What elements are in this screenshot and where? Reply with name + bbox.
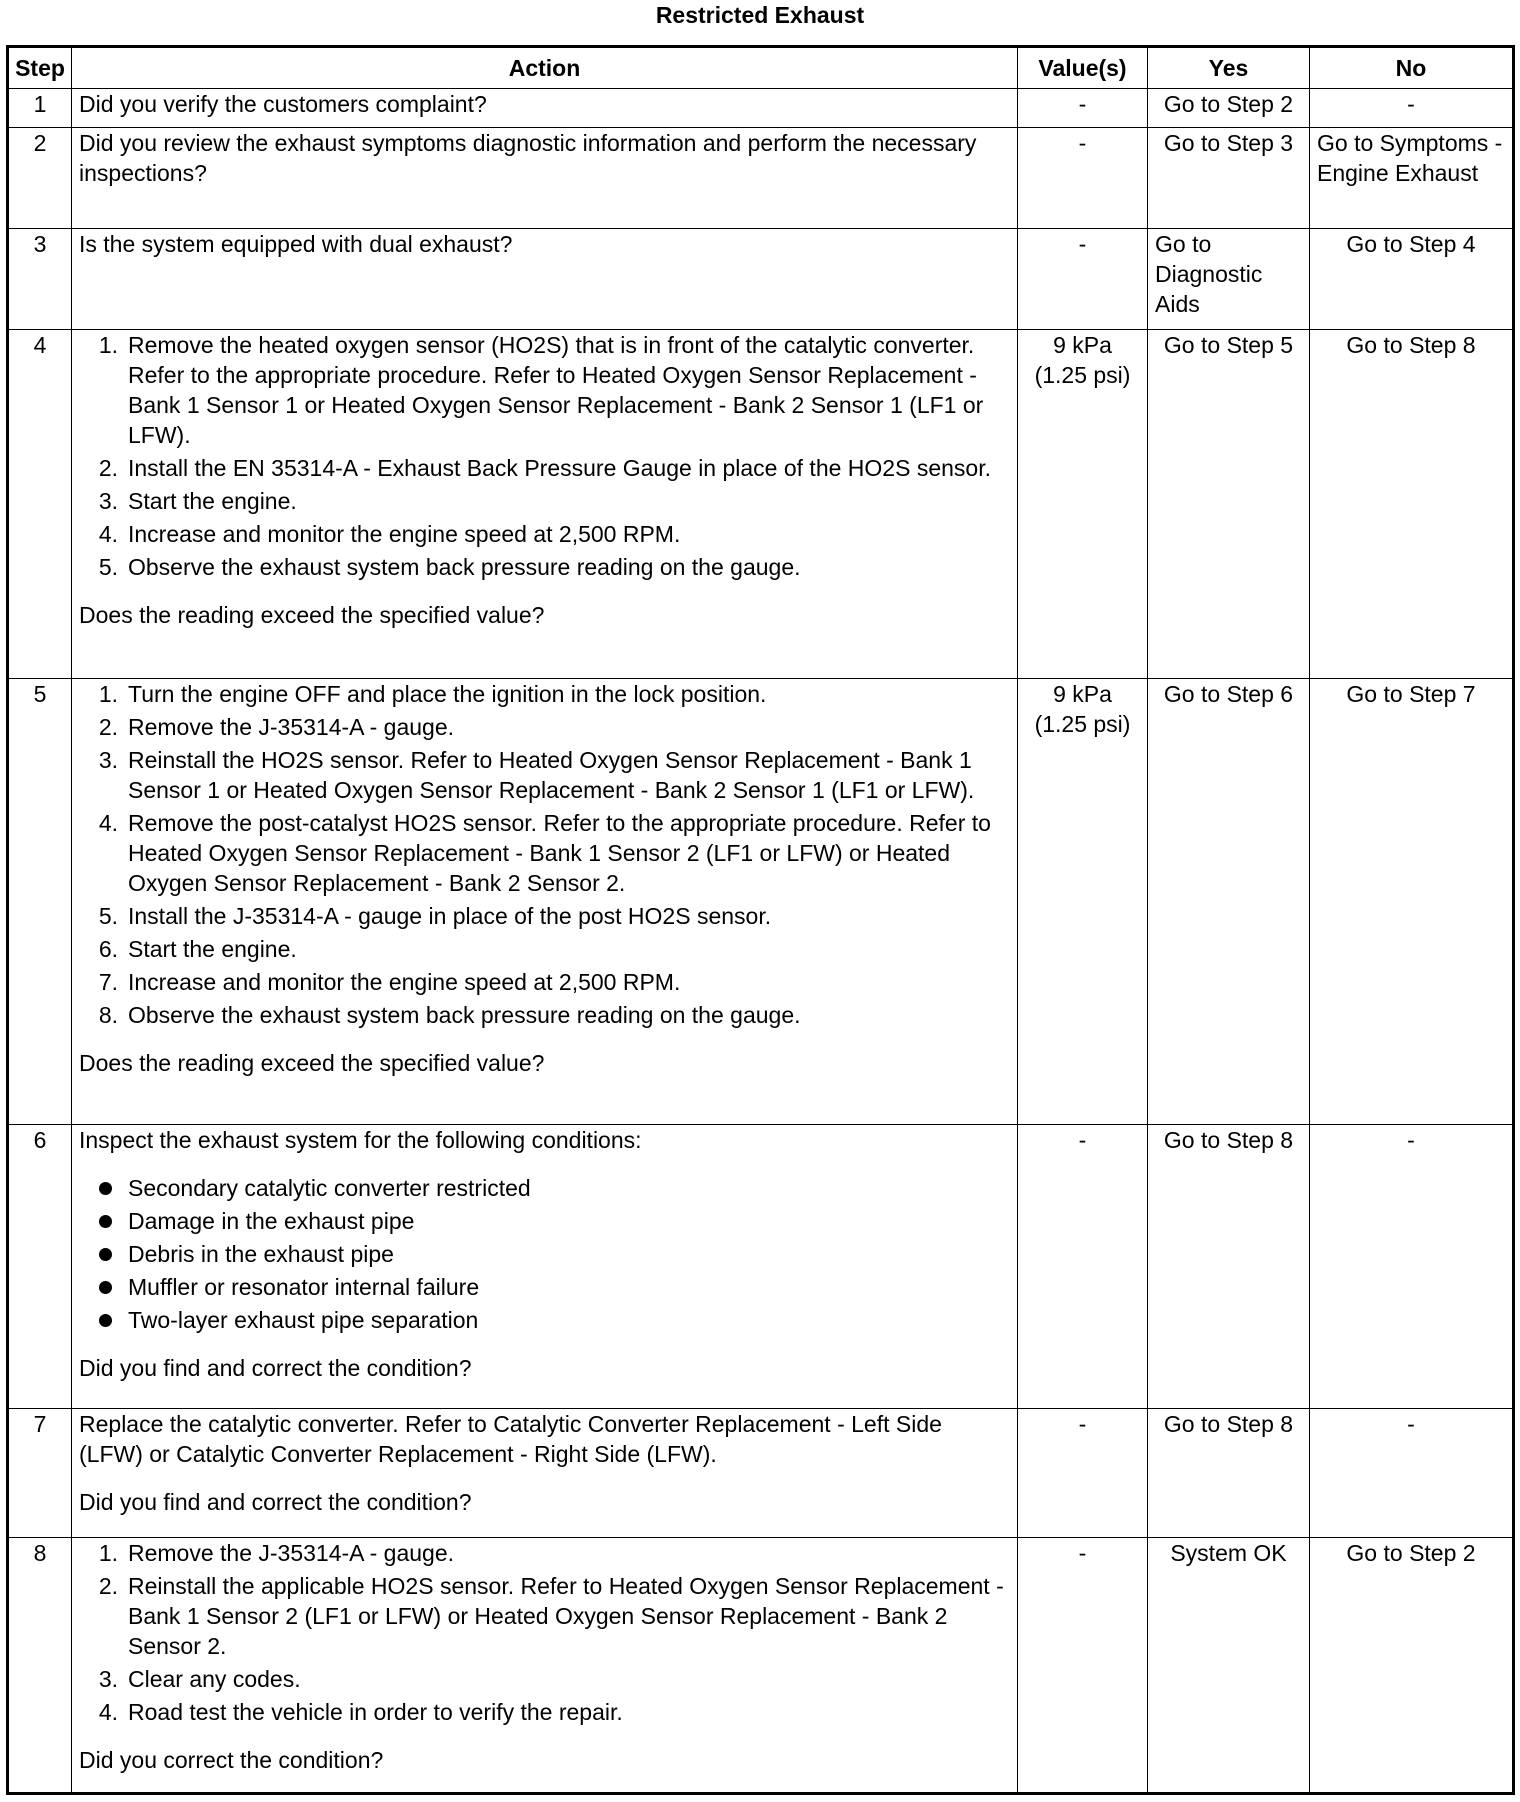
action-cell <box>72 1409 1018 1538</box>
list-item: 3. Clear any codes. <box>98 1666 301 1692</box>
yes-cell: Go to Step 3 <box>1148 128 1310 229</box>
step-number: 6 <box>8 1125 72 1409</box>
action-cell <box>72 229 1018 330</box>
page-title: Restricted Exhaust <box>655 2 865 28</box>
no-cell: - <box>1310 1125 1514 1409</box>
list-item: 2. Reinstall the applicable HO2S sensor. Refer to Heated Oxygen Sensor Replacement - Bank 1 Sensor 2 (LF1 or LFW) or Heated Oxygen Sensor Replacement - Bank 2 Sensor 2. <box>98 1573 1004 1659</box>
step-number: 7 <box>8 1409 72 1538</box>
procedure-list <box>79 330 1010 582</box>
bullet-icon <box>99 1281 112 1294</box>
value-cell: - <box>1018 128 1148 229</box>
bullet-icon <box>99 1314 112 1327</box>
action-question: Does the reading exceed the specified value? <box>79 602 545 628</box>
action-question: Did you find and correct the condition? <box>79 1355 472 1381</box>
step-number: 4 <box>8 330 72 679</box>
bullet-icon <box>99 1215 112 1228</box>
no-cell: Go to Step 7 <box>1310 679 1514 1125</box>
action-intro: Inspect the exhaust system for the following conditions: <box>79 1127 642 1153</box>
list-item: Damage in the exhaust pipe <box>79 1206 1010 1236</box>
list-item: 8. Observe the exhaust system back pressure reading on the gauge. <box>98 1002 801 1028</box>
list-item: Debris in the exhaust pipe <box>79 1239 1010 1269</box>
list-item: 1. Remove the J-35314-A - gauge. <box>98 1540 455 1566</box>
value-cell: - <box>1018 229 1148 330</box>
table-row <box>8 1409 1514 1538</box>
table-row <box>8 229 1514 330</box>
header-no: No <box>1310 47 1514 89</box>
step-number: 1 <box>8 89 72 128</box>
action-cell <box>72 679 1018 1125</box>
value-cell: - <box>1018 89 1148 128</box>
value-psi: (1.25 psi) <box>1034 362 1131 388</box>
header-row <box>8 47 1514 89</box>
value-cell: - <box>1018 1125 1148 1409</box>
no-cell: - <box>1310 1409 1514 1538</box>
no-cell: Go to Step 2 <box>1310 1538 1514 1794</box>
list-item: 5. Install the J-35314-A - gauge in place of the post HO2S sensor. <box>98 903 772 929</box>
action-question: Does the reading exceed the specified value? <box>79 1050 545 1076</box>
action-question: Did you find and correct the condition? <box>79 1489 472 1515</box>
yes-cell: Go to Diagnostic Aids <box>1148 229 1310 330</box>
value-psi: (1.25 psi) <box>1034 711 1131 737</box>
bullet-icon <box>99 1182 112 1195</box>
value-kpa: 9 kPa <box>1053 332 1112 358</box>
no-cell: Go to Symptoms - Engine Exhaust <box>1310 128 1514 229</box>
table-row <box>8 128 1514 229</box>
yes-cell: Go to Step 8 <box>1148 1125 1310 1409</box>
list-item: 5. Observe the exhaust system back pressure reading on the gauge. <box>98 554 801 580</box>
list-item: 1. Turn the engine OFF and place the ignition in the lock position. <box>98 681 767 707</box>
action-cell <box>72 89 1018 128</box>
step-number: 8 <box>8 1538 72 1794</box>
table-row <box>8 1125 1514 1409</box>
list-item: 4. Road test the vehicle in order to verify the repair. <box>98 1699 623 1725</box>
list-item: 1. Remove the heated oxygen sensor (HO2S) that is in front of the catalytic converter. Refer to the appropriate procedure. Refer to Heated Oxygen Sensor Replacement - Bank 1 Sensor 1 or Heated Oxygen Sensor Replacement - Bank 2 Sensor 1 (LF1 or LFW). <box>98 332 984 448</box>
header-values: Value(s) <box>1018 47 1148 89</box>
no-cell: - <box>1310 89 1514 128</box>
condition-list <box>79 1173 1010 1335</box>
action-cell <box>72 1125 1018 1409</box>
yes-cell: System OK <box>1148 1538 1310 1794</box>
action-question: Did you review the exhaust symptoms diagnostic information and perform the necessary inspections? <box>79 130 977 186</box>
yes-cell: Go to Step 6 <box>1148 679 1310 1125</box>
table-row <box>8 330 1514 679</box>
step-number: 5 <box>8 679 72 1125</box>
no-cell: Go to Step 8 <box>1310 330 1514 679</box>
table-row <box>8 89 1514 128</box>
value-cell: - <box>1018 1538 1148 1794</box>
no-cell: Go to Step 4 <box>1310 229 1514 330</box>
header-yes: Yes <box>1148 47 1310 89</box>
yes-cell: Go to Step 2 <box>1148 89 1310 128</box>
action-question: Did you correct the condition? <box>79 1747 384 1773</box>
yes-cell: Go to Step 5 <box>1148 330 1310 679</box>
header-step: Step <box>8 47 72 89</box>
value-cell <box>1018 330 1148 679</box>
value-cell <box>1018 679 1148 1125</box>
procedure-list <box>79 679 1010 1030</box>
step-number: 3 <box>8 229 72 330</box>
action-intro: Replace the catalytic converter. Refer to Catalytic Converter Replacement - Left Side (LFW) or Catalytic Converter Replacement - Right Side (LFW). <box>79 1411 942 1467</box>
procedure-list <box>79 1538 1010 1727</box>
list-item: 3. Start the engine. <box>98 488 297 514</box>
table-row <box>8 1538 1514 1794</box>
step-number: 2 <box>8 128 72 229</box>
list-item: Secondary catalytic converter restricted <box>79 1173 1010 1203</box>
bullet-icon <box>99 1248 112 1261</box>
list-item: 4. Increase and monitor the engine speed at 2,500 RPM. <box>98 521 681 547</box>
action-cell <box>72 330 1018 679</box>
diagnostic-table <box>6 45 1515 1795</box>
list-item: 2. Remove the J-35314-A - gauge. <box>98 714 455 740</box>
list-item: 3. Reinstall the HO2S sensor. Refer to Heated Oxygen Sensor Replacement - Bank 1 Sensor 1 or Heated Oxygen Sensor Replacement - Bank 2 Sensor 1 (LF1 or LFW). <box>98 747 975 803</box>
list-item: 6. Start the engine. <box>98 936 297 962</box>
value-kpa: 9 kPa <box>1053 681 1112 707</box>
action-question: Did you verify the customers complaint? <box>79 91 487 117</box>
list-item: Muffler or resonator internal failure <box>79 1272 1010 1302</box>
action-question: Is the system equipped with dual exhaust? <box>79 231 513 257</box>
value-cell: - <box>1018 1409 1148 1538</box>
list-item: 4. Remove the post-catalyst HO2S sensor. Refer to the appropriate procedure. Refer to Heated Oxygen Sensor Replacement - Bank 1 Sensor 2 (LF1 or LFW) or Heated Oxygen Sensor Replacement - Bank 2 Sensor 2. <box>98 810 991 896</box>
list-item: 2. Install the EN 35314-A - Exhaust Back Pressure Gauge in place of the HO2S sensor. <box>98 455 991 481</box>
list-item: Two-layer exhaust pipe separation <box>79 1305 1010 1335</box>
action-cell <box>72 1538 1018 1794</box>
list-item: 7. Increase and monitor the engine speed at 2,500 RPM. <box>98 969 681 995</box>
table-row <box>8 679 1514 1125</box>
yes-cell: Go to Step 8 <box>1148 1409 1310 1538</box>
header-action: Action <box>72 47 1018 89</box>
action-cell <box>72 128 1018 229</box>
